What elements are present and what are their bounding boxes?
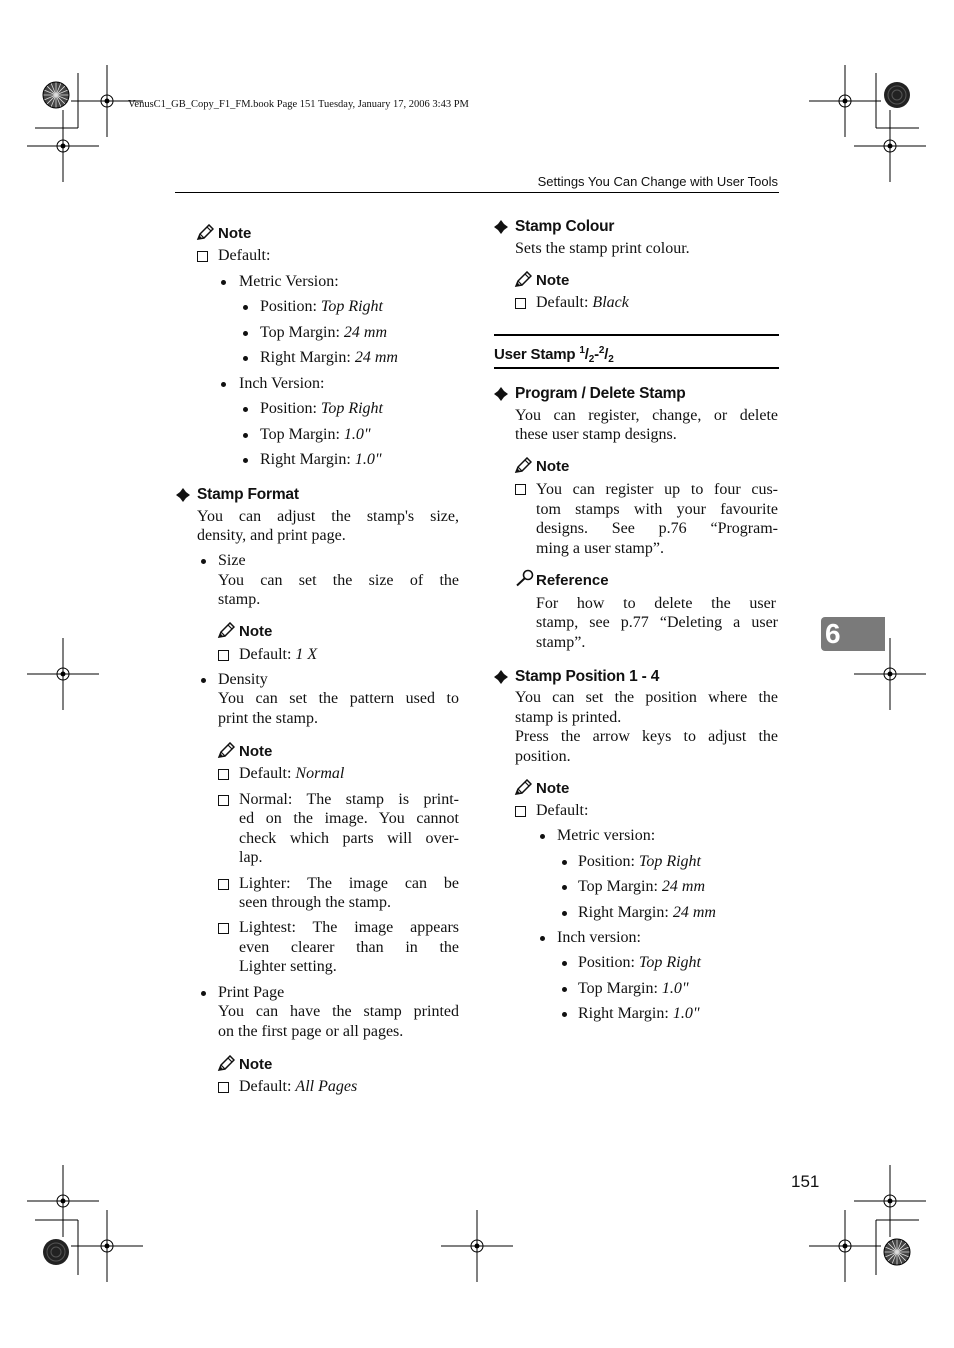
reference-line1: For how to delete the user xyxy=(536,595,776,612)
density-lightest-line2: even clearer than in the xyxy=(239,939,459,956)
section-rule-top xyxy=(494,334,779,336)
stamp-position-heading: Stamp Position 1 - 4 xyxy=(515,668,660,685)
pencil-note-icon xyxy=(514,271,532,288)
program-note-line3: designs. See p.76 “Program- xyxy=(536,520,778,537)
bullet xyxy=(562,911,567,916)
program-delete-heading: Program / Delete Stamp xyxy=(515,385,686,402)
diamond-bullet-icon xyxy=(494,670,508,684)
stamp-position-desc-line1: You can set the position where the xyxy=(515,689,778,706)
checkbox-square-icon xyxy=(197,251,208,262)
default-label: Default: xyxy=(218,247,271,264)
bullet xyxy=(562,860,567,865)
inch-top-margin: Top Margin: 1.0" xyxy=(578,980,689,997)
stamp-position-desc-line2: stamp is printed. xyxy=(515,709,622,726)
chapter-tab xyxy=(821,617,885,651)
program-delete-desc-line2: these user stamp designs. xyxy=(515,426,677,443)
diamond-bullet-icon xyxy=(494,387,508,401)
metric-top-margin: Top Margin: 24 mm xyxy=(578,878,706,895)
checkbox-square-icon xyxy=(515,298,526,309)
reference-line2: stamp, see p.77 “Deleting a user xyxy=(536,614,778,631)
size-desc-line1: You can set the size of the xyxy=(218,572,459,589)
bullet xyxy=(243,305,248,310)
metric-right-margin: Right Margin: 24 mm xyxy=(260,349,398,366)
inch-position: Position: Top Right xyxy=(260,400,383,417)
inch-right-margin: Right Margin: 1.0" xyxy=(578,1005,700,1022)
running-header: Settings You Can Change with User Tools xyxy=(537,174,778,189)
inch-position: Position: Top Right xyxy=(578,954,701,971)
density-desc-line1: You can set the pattern used to xyxy=(218,690,459,707)
note-title: Note xyxy=(218,225,252,242)
pencil-note-icon xyxy=(514,457,532,474)
book-info: VenusC1_GB_Copy_F1_FM.book Page 151 Tuesday, January 17, 2006 3:43 PM xyxy=(128,99,469,110)
stamp-colour-desc: Sets the stamp print colour. xyxy=(515,240,690,257)
checkbox-square-icon xyxy=(218,923,229,934)
stamp-position-desc-line3: Press the arrow keys to adjust the xyxy=(515,728,778,745)
bullet xyxy=(221,280,226,285)
checkbox-square-icon xyxy=(218,879,229,890)
density-lighter-line2: seen through the stamp. xyxy=(239,894,391,911)
metric-position: Position: Top Right xyxy=(260,298,383,315)
stamp-format-heading: Stamp Format xyxy=(197,486,299,503)
stamp-format-desc-line2: density, and print page. xyxy=(197,527,346,544)
bullet xyxy=(562,987,567,992)
density-title: Density xyxy=(218,671,268,688)
note-title: Note xyxy=(239,1056,273,1073)
print-page-default: Default: All Pages xyxy=(239,1078,358,1095)
stamp-format-desc-line1: You can adjust the stamp's size, xyxy=(197,508,459,525)
bullet xyxy=(562,961,567,966)
bullet xyxy=(243,458,248,463)
bullet xyxy=(201,559,206,564)
pencil-note-icon xyxy=(217,742,235,759)
density-lighter-line1: Lighter: The image can be xyxy=(239,875,459,892)
size-default: Default: 1 X xyxy=(239,646,318,663)
density-desc-line2: print the stamp. xyxy=(218,710,318,727)
density-normal-line3: check which parts will over- xyxy=(239,830,459,847)
bullet xyxy=(243,331,248,336)
print-page-title: Print Page xyxy=(218,984,285,1001)
program-note-line4: ming a user stamp”. xyxy=(536,540,664,557)
inch-right-margin: Right Margin: 1.0" xyxy=(260,451,382,468)
metric-top-margin: Top Margin: 24 mm xyxy=(260,324,388,341)
program-note-line1: You can register up to four cus- xyxy=(536,481,778,498)
program-note-line2: tom stamps with your favourite xyxy=(536,501,778,518)
diamond-bullet-icon xyxy=(494,220,508,234)
bullet xyxy=(540,936,545,941)
page-number: 151 xyxy=(791,1172,820,1191)
inch-top-margin: Top Margin: 1.0" xyxy=(260,426,371,443)
bullet xyxy=(562,885,567,890)
bullet xyxy=(201,678,206,683)
magnifier-reference-icon xyxy=(515,569,535,587)
metric-position: Position: Top Right xyxy=(578,853,701,870)
bullet xyxy=(243,356,248,361)
section-title: User Stamp $^1/_2-^2/_2$ xyxy=(494,345,614,365)
pencil-note-icon xyxy=(217,622,235,639)
chapter-number: 6 xyxy=(825,618,841,649)
metric-version-label: Metric version: xyxy=(557,827,656,844)
density-normal-line2: ed on the image. You cannot xyxy=(239,810,459,827)
bullet xyxy=(243,433,248,438)
stamp-position-desc-line4: position. xyxy=(515,748,571,765)
stamp-colour-heading: Stamp Colour xyxy=(515,218,615,235)
section-rule-bottom xyxy=(494,367,779,369)
bullet xyxy=(540,834,545,839)
density-lightest-line3: Lighter setting. xyxy=(239,958,337,975)
pencil-note-icon xyxy=(217,1055,235,1072)
inch-version-label: Inch version: xyxy=(557,929,641,946)
checkbox-square-icon xyxy=(218,650,229,661)
note-title: Note xyxy=(536,458,570,475)
metric-right-margin: Right Margin: 24 mm xyxy=(578,904,716,921)
density-default: Default: Normal xyxy=(239,765,345,782)
bullet xyxy=(201,991,206,996)
size-desc-line2: stamp. xyxy=(218,591,261,608)
pencil-note-icon xyxy=(514,779,532,796)
note-title: Note xyxy=(239,743,273,760)
checkbox-square-icon xyxy=(515,484,526,495)
bullet xyxy=(243,407,248,412)
print-page-desc-line2: on the first page or all pages. xyxy=(218,1023,404,1040)
density-normal-line1: Normal: The stamp is print- xyxy=(239,791,459,808)
reference-line3: stamp”. xyxy=(536,634,586,651)
diamond-bullet-icon xyxy=(176,488,190,502)
stamp-colour-default: Default: Black xyxy=(536,294,629,311)
inch-version-label: Inch Version: xyxy=(239,375,325,392)
default-label: Default: xyxy=(536,802,589,819)
checkbox-square-icon xyxy=(218,1082,229,1093)
note-title: Note xyxy=(536,272,570,289)
checkbox-square-icon xyxy=(218,795,229,806)
note-title: Note xyxy=(536,780,570,797)
reference-title: Reference xyxy=(536,572,609,589)
checkbox-square-icon xyxy=(218,769,229,780)
checkbox-square-icon xyxy=(515,806,526,817)
pencil-note-icon xyxy=(196,224,214,241)
bullet xyxy=(562,1012,567,1017)
program-delete-desc-line1: You can register, change, or delete xyxy=(515,407,778,424)
print-page-desc-line1: You can have the stamp printed xyxy=(218,1003,459,1020)
size-title: Size xyxy=(218,552,246,569)
density-lightest-line1: Lightest: The image appears xyxy=(239,919,459,936)
bullet xyxy=(221,382,226,387)
density-normal-line4: lap. xyxy=(239,849,263,866)
note-title: Note xyxy=(239,623,273,640)
header-rule xyxy=(175,192,779,193)
metric-version-label: Metric Version: xyxy=(239,273,339,290)
